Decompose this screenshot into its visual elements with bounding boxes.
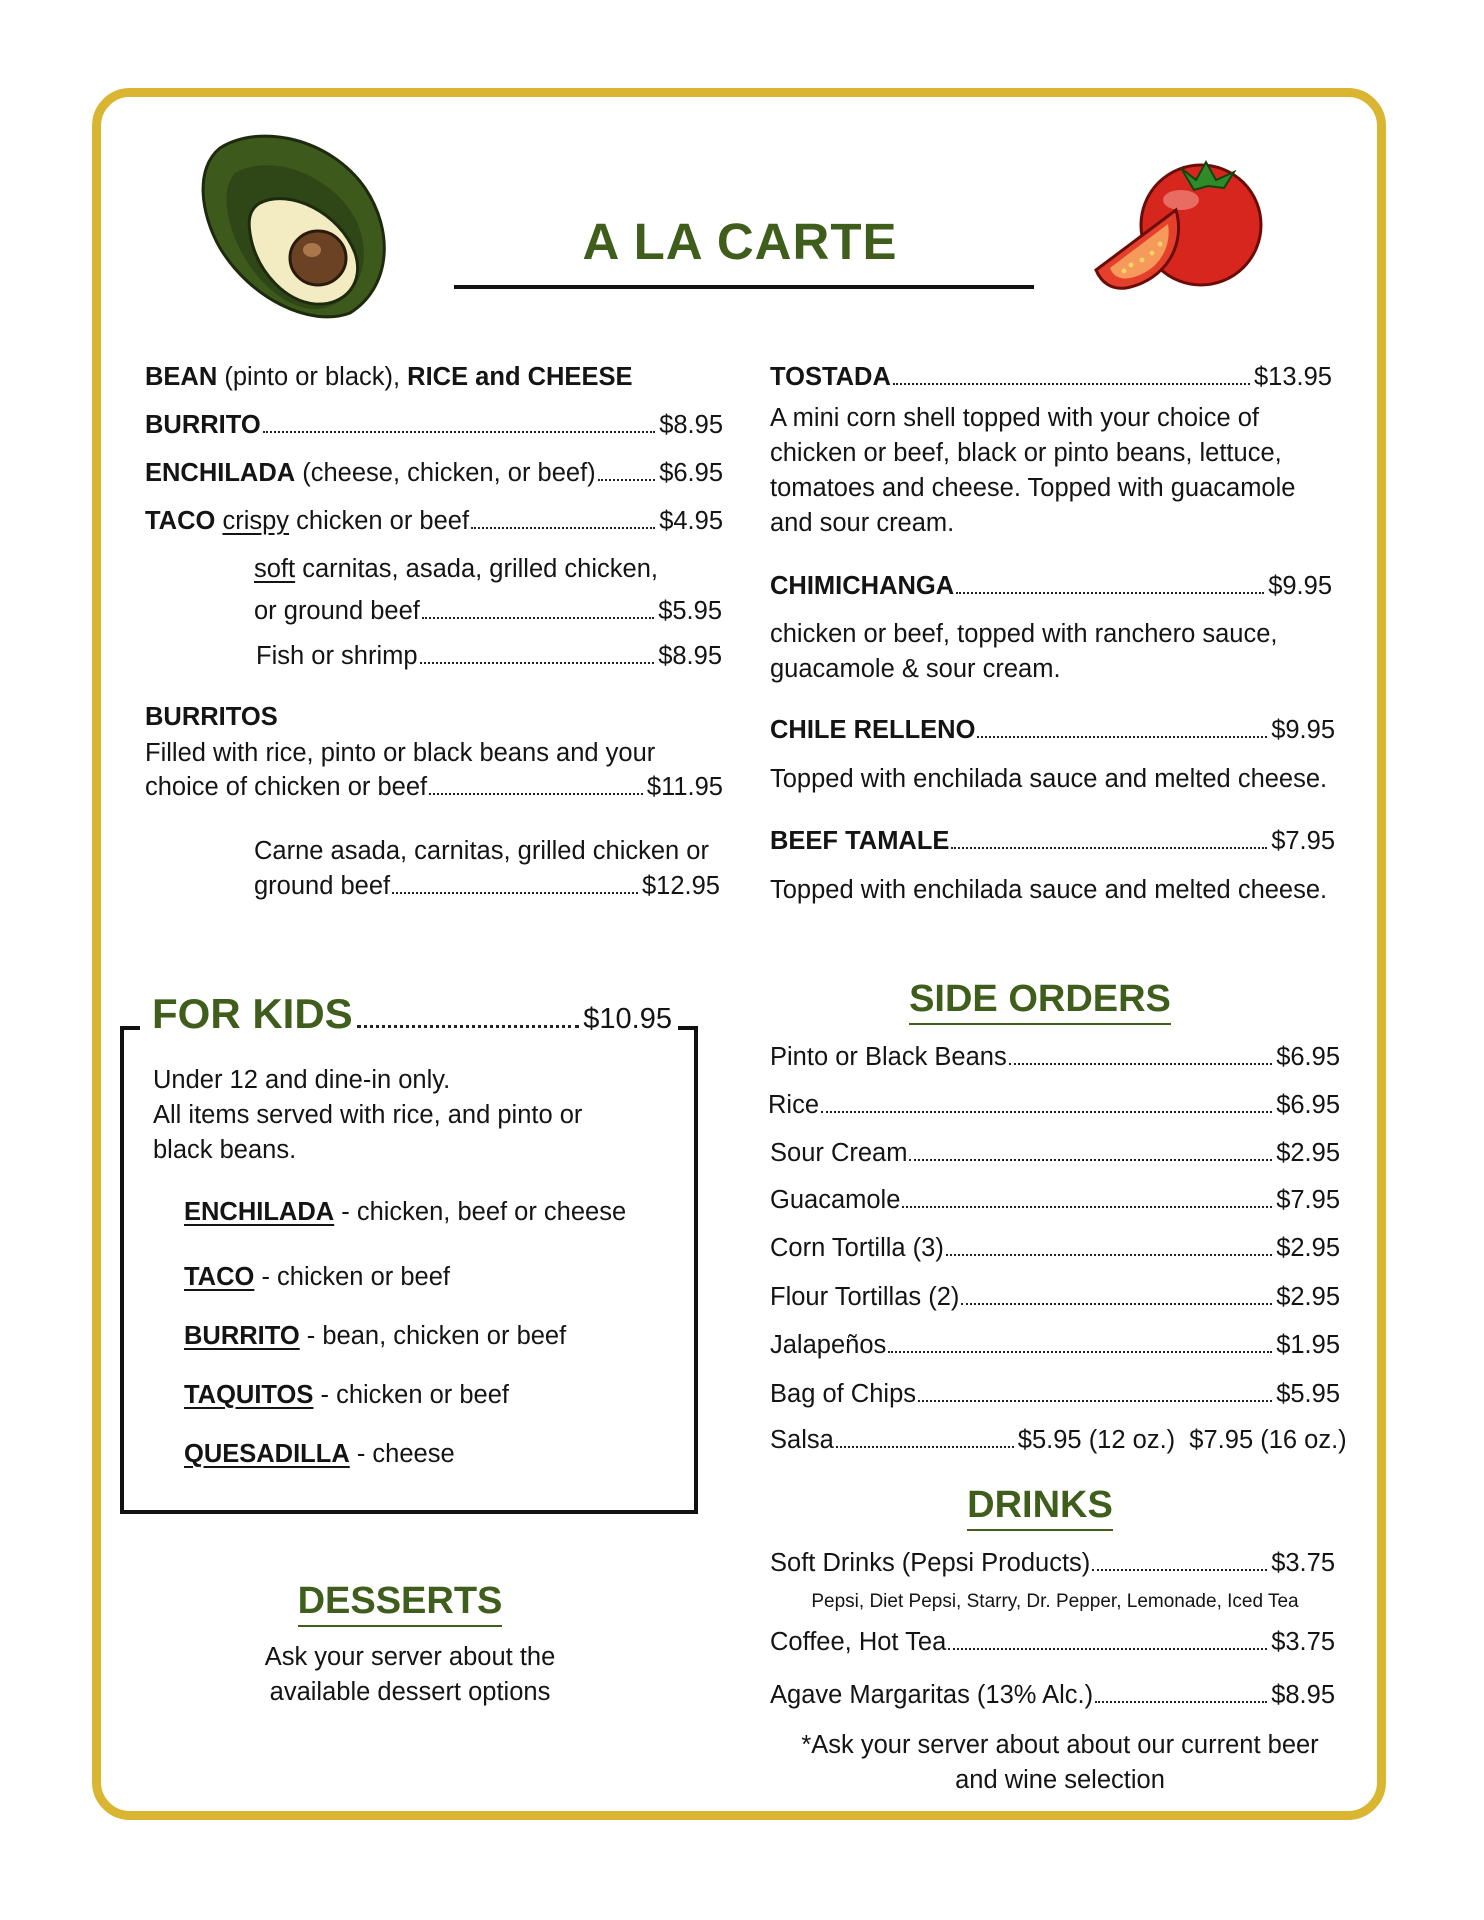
menu-item-taco-crispy: TACO crispy chicken or beef $4.95 — [145, 507, 723, 535]
side-item-rice: Rice $6.95 — [768, 1091, 1340, 1119]
drink-item-coffee: Coffee, Hot Tea $3.75 — [770, 1628, 1335, 1656]
kids-note: Under 12 and dine-in only. All items served with rice, and pinto or black beans. — [153, 1066, 583, 1164]
chile-relleno-desc: Topped with enchilada sauce and melted cheese. — [770, 765, 1328, 793]
menu-item-taco-fish: Fish or shrimp $8.95 — [256, 642, 722, 670]
desserts-heading: DESSERTS — [200, 1580, 600, 1627]
kids-item-enchilada: ENCHILADA - chicken, beef or cheese — [184, 1198, 627, 1226]
menu-item-taco-soft-line1: soft carnitas, asada, grilled chicken, — [254, 555, 658, 583]
side-item-flour-tortillas: Flour Tortillas (2) $2.95 — [770, 1283, 1340, 1311]
side-item-guacamole: Guacamole $7.95 — [770, 1186, 1340, 1214]
side-item-sour-cream: Sour Cream $2.95 — [770, 1139, 1340, 1167]
bean-rice-cheese-header: BEAN (pinto or black), RICE and CHEESE — [145, 363, 633, 391]
side-item-beans: Pinto or Black Beans $6.95 — [770, 1043, 1340, 1071]
page-title: A LA CARTE — [582, 213, 898, 270]
menu-item-chimichanga: CHIMICHANGA $9.95 — [770, 572, 1332, 600]
tomato-icon — [1086, 150, 1276, 300]
menu-item-burritos: choice of chicken or beef $11.95 — [145, 773, 723, 801]
chimichanga-desc: chicken or beef, topped with ranchero sauce, guacamole & sour cream. — [770, 620, 1278, 683]
side-orders-heading: SIDE ORDERS — [840, 978, 1240, 1025]
side-item-bag-of-chips: Bag of Chips $5.95 — [770, 1380, 1340, 1408]
menu-item-taco-soft: or ground beef $5.95 — [254, 597, 722, 625]
drinks-heading: DRINKS — [840, 1484, 1240, 1531]
side-item-salsa: Salsa $5.95 (12 oz.) $7.95 (16 oz.) — [770, 1426, 1347, 1454]
menu-item-beef-tamale: BEEF TAMALE $7.95 — [770, 827, 1335, 855]
menu-item-burrito: BURRITO $8.95 — [145, 411, 723, 439]
drinks-note: *Ask your server about about our current beer and wine selection — [801, 1731, 1319, 1794]
side-item-jalapenos: Jalapeños $1.95 — [770, 1331, 1340, 1359]
beef-tamale-desc: Topped with enchilada sauce and melted cheese. — [770, 876, 1328, 904]
soft-drinks-list: Pepsi, Diet Pepsi, Starry, Dr. Pepper, Lemonade, Iced Tea — [811, 1591, 1299, 1612]
side-item-corn-tortilla: Corn Tortilla (3) $2.95 — [770, 1234, 1340, 1262]
kids-item-quesadilla: QUESADILLA - cheese — [184, 1440, 455, 1468]
kids-box-top-right — [678, 1026, 698, 1030]
avocado-icon — [190, 128, 400, 323]
burritos-alt-desc: Carne asada, carnitas, grilled chicken or — [254, 837, 709, 865]
burritos-heading: BURRITOS — [145, 703, 278, 731]
drink-item-margaritas: Agave Margaritas (13% Alc.) $8.95 — [770, 1681, 1335, 1709]
menu-item-enchilada: ENCHILADA (cheese, chicken, or beef) $6.95 — [145, 459, 723, 487]
kids-title: FOR KIDS $10.95 — [148, 990, 676, 1038]
menu-item-tostada: TOSTADA $13.95 — [770, 363, 1332, 391]
menu-item-chile-relleno: CHILE RELLENO $9.95 — [770, 716, 1335, 744]
kids-item-taquitos: TAQUITOS - chicken or beef — [184, 1381, 510, 1409]
drink-item-soft-drinks: Soft Drinks (Pepsi Products) $3.75 — [770, 1549, 1335, 1577]
desserts-text: Ask your server about the available dessert options — [264, 1643, 556, 1706]
kids-box-top-left — [120, 1026, 140, 1030]
menu-item-burritos-alt: ground beef $12.95 — [254, 872, 720, 900]
tostada-desc: A mini corn shell topped with your choice of chicken or beef, black or pinto beans, lettuce, tomatoes and cheese. Topped with guacamole and sour cream. — [770, 404, 1296, 537]
kids-item-burrito: BURRITO - bean, chicken or beef — [184, 1322, 567, 1350]
burritos-desc: Filled with rice, pinto or black beans and your — [145, 739, 656, 767]
title-underline — [454, 285, 1034, 289]
kids-item-taco: TACO - chicken or beef — [184, 1263, 450, 1291]
